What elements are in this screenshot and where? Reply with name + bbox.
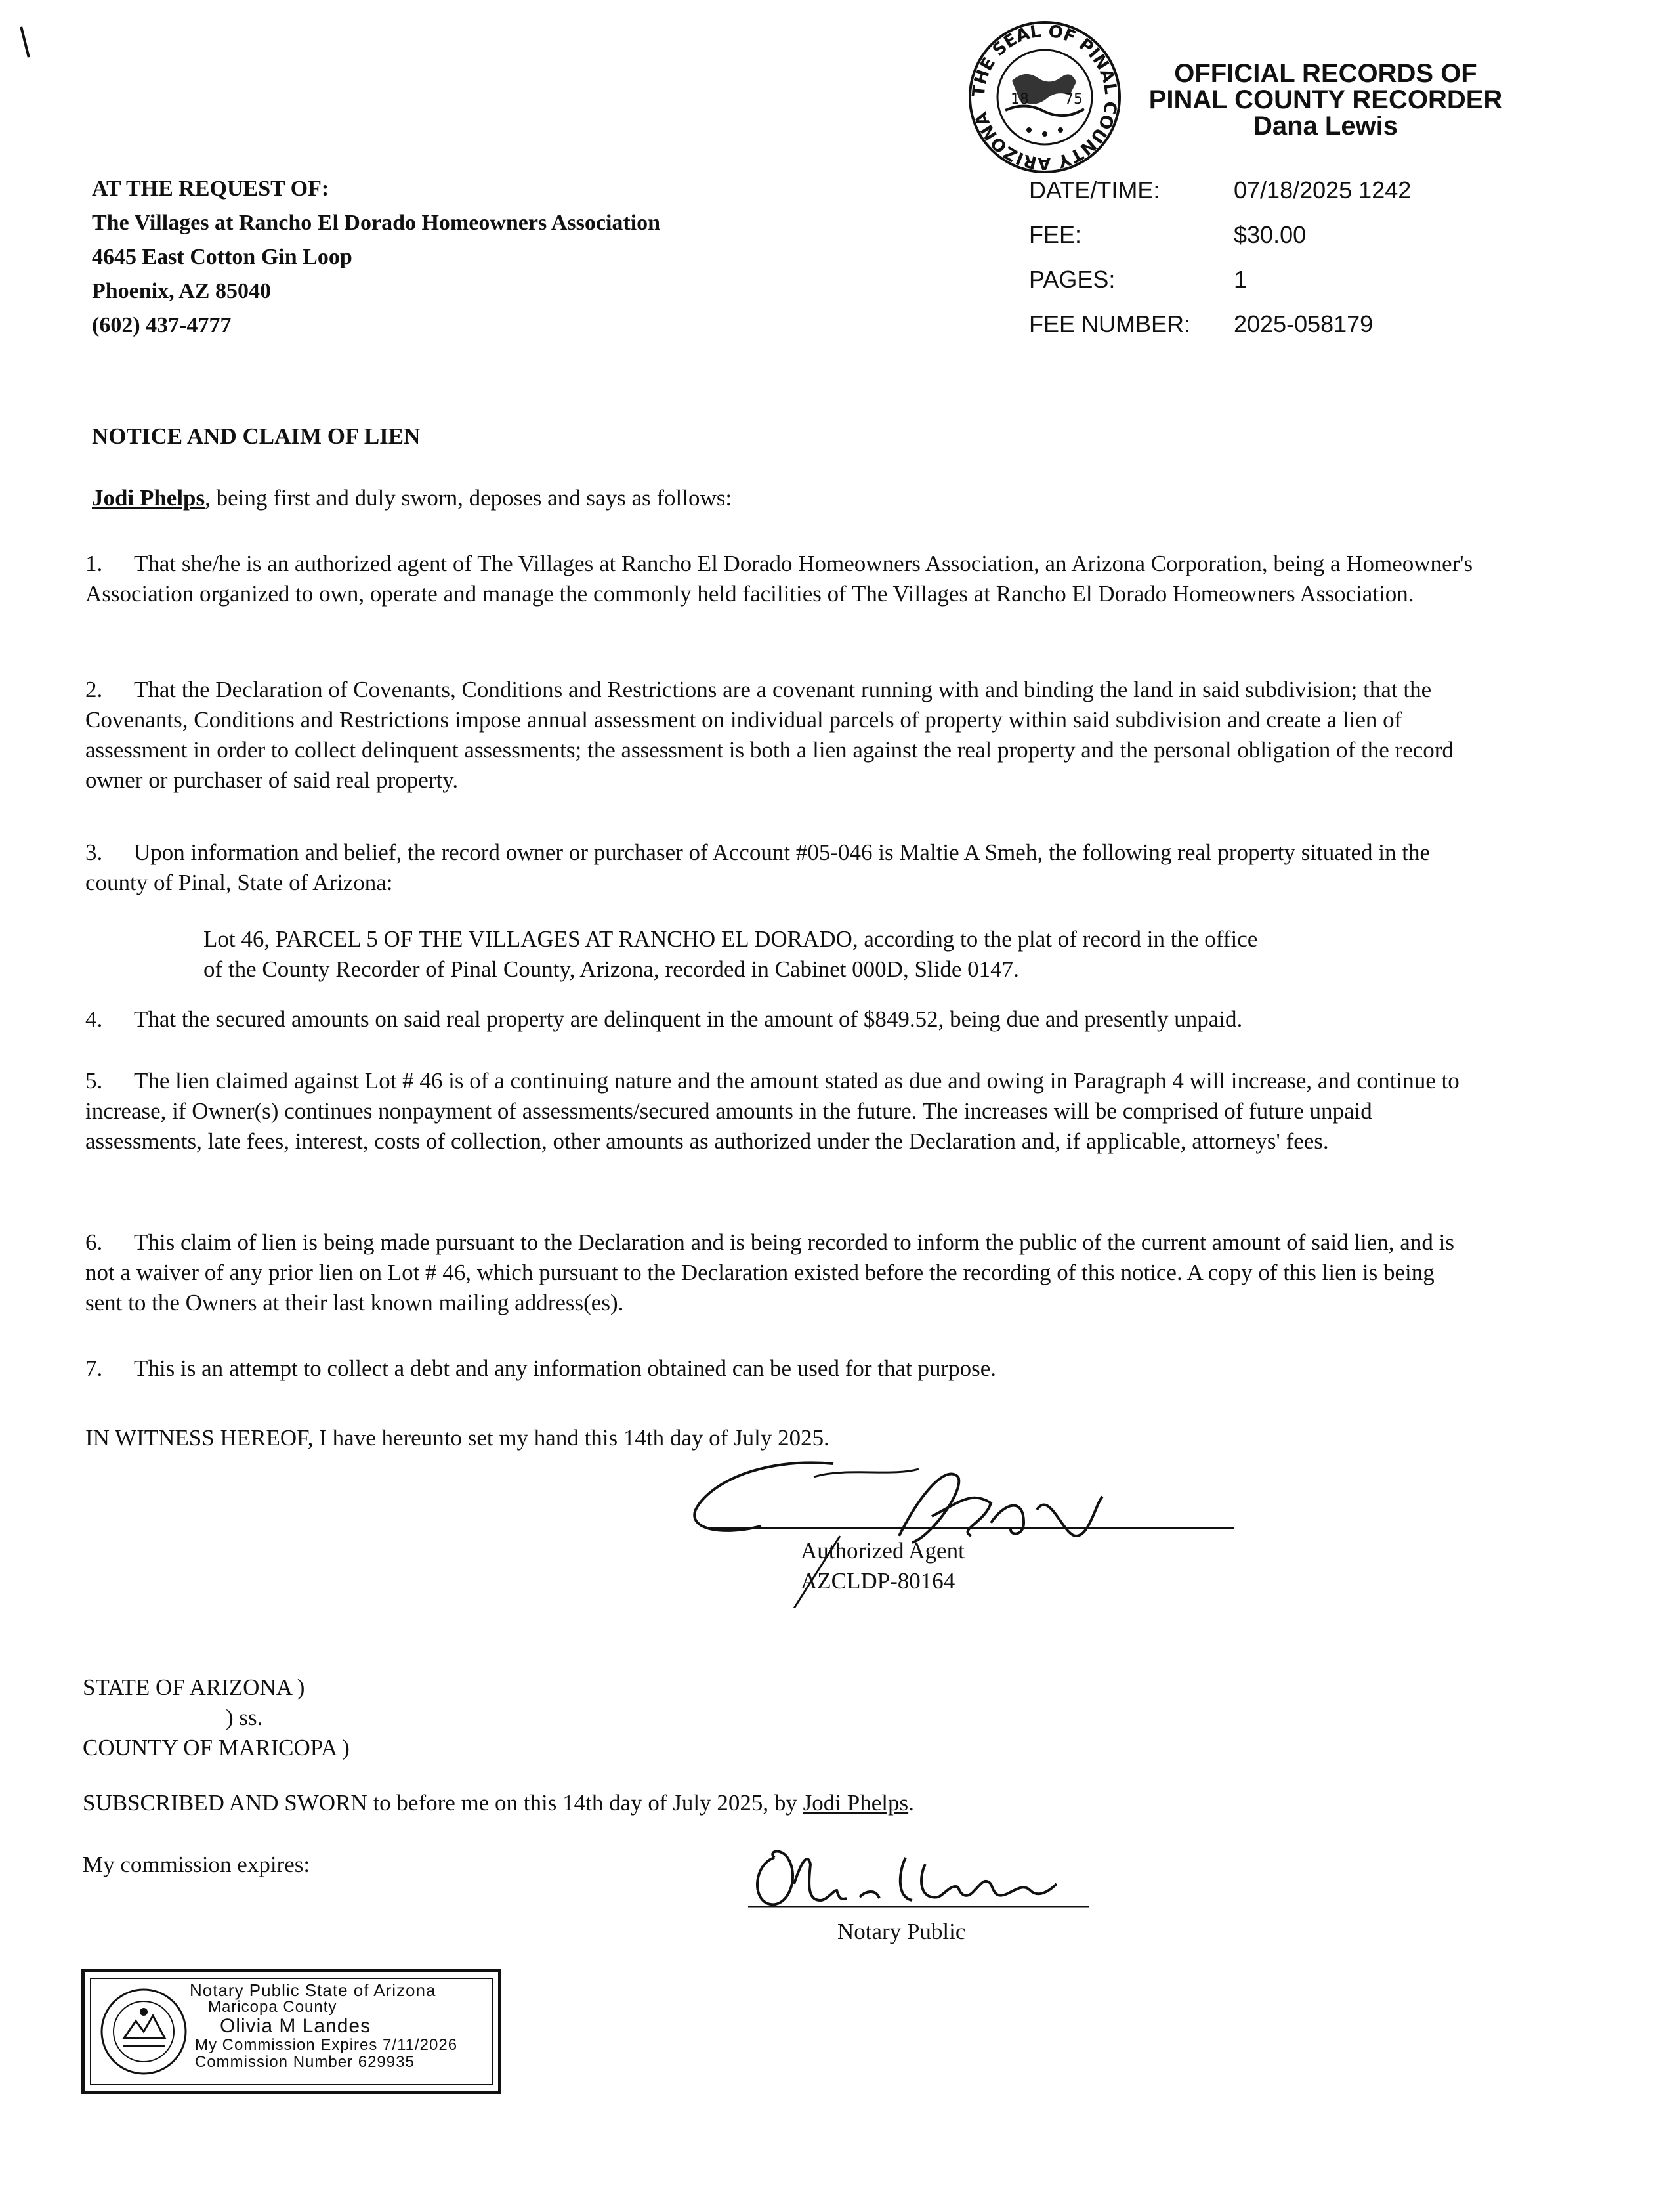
request-city: Phoenix, AZ 85040: [92, 279, 271, 303]
agent-title: Authorized Agent: [801, 1538, 965, 1564]
paragraph-text: Upon information and belief, the record owner or purchaser of Account #05-046 is Maltie A Smeh, the following real property situated in the county of Pinal, State of Arizona:: [85, 840, 1431, 895]
stamp-line-3: Olivia M Landes: [220, 2015, 371, 2037]
notary-signature: [748, 1838, 1102, 1923]
fee-value: $30.00: [1234, 221, 1307, 248]
legal-line-1: Lot 46, PARCEL 5 OF THE VILLAGES AT RANCHO EL DORADO, according to the plat of record in the office: [203, 926, 1258, 952]
stamp-line-4: My Commission Expires 7/11/2026: [195, 2036, 458, 2054]
paragraph-2: [85, 675, 1477, 796]
subscribed-name: Jodi Phelps: [803, 1790, 909, 1816]
fee-number-value: 2025-058179: [1234, 310, 1374, 337]
datetime-label: DATE/TIME:: [1029, 177, 1160, 203]
paragraph-number: 1.: [85, 551, 103, 576]
paragraph-text: The lien claimed against Lot # 46 is of a continuing nature and the amount stated as due and owing in Paragraph 4 will increase, and continue to increase, if Owner(s) continues nonpayment of assessments/secured amounts in the future. The increases will be comprised of future unpaid assessments, late fees, interest, costs of collection, other amounts as authorized under the Declaration and, if applicable, attorneys' fees.: [85, 1068, 1460, 1154]
subscribed-text: SUBSCRIBED AND SWORN to before me on this 14th day of July 2025, by: [83, 1790, 803, 1816]
legal-description: [203, 924, 1490, 985]
recording-row-datetime: [1029, 177, 1488, 222]
recording-info: [1029, 177, 1488, 356]
request-phone: (602) 437-4777: [92, 313, 232, 337]
paragraph-number: 7.: [85, 1355, 103, 1381]
stamp-line-2: Maricopa County: [208, 1998, 337, 2016]
agent-signature: [682, 1438, 1247, 1608]
venue-block: [83, 1673, 350, 1763]
scan-mark: [20, 26, 30, 58]
recorder-title: [1116, 60, 1536, 139]
pages-value: 1: [1234, 266, 1248, 293]
recording-row-pages: [1029, 266, 1488, 311]
fee-number-label: FEE NUMBER:: [1029, 310, 1191, 337]
request-block: [92, 172, 945, 343]
paragraph-number: 6.: [85, 1229, 103, 1255]
notary-title: Notary Public: [837, 1919, 966, 1944]
stamp-line-1: Notary Public State of Arizona: [190, 1980, 436, 2000]
notary-stamp: [81, 1969, 501, 2094]
request-street: 4645 East Cotton Gin Loop: [92, 245, 352, 269]
venue-state: STATE OF ARIZONA ): [83, 1674, 305, 1700]
arizona-seal-icon: [98, 1986, 190, 2078]
agent-block: [801, 1536, 965, 1596]
paragraph-text: This is an attempt to collect a debt and any information obtained can be used for that purpose.: [134, 1355, 997, 1381]
legal-line-2: of the County Recorder of Pinal County, Arizona, recorded in Cabinet 000D, Slide 0147.: [203, 956, 1019, 982]
paragraph-1: [85, 549, 1477, 609]
commission-label: My commission expires:: [83, 1852, 310, 1877]
county-seal-icon: [966, 18, 1124, 176]
recording-row-fee-number: [1029, 311, 1488, 356]
recorder-title-line1: OFFICIAL RECORDS OF: [1174, 59, 1477, 88]
paragraph-text: This claim of lien is being made pursuant to the Declaration and is being recorded to inform the public of the current amount of said lien, and is not a waiver of any prior lien on Lot # 46, which pursuant to the Declaration existed before the recording of this notice. A copy of this lien is being sent to the Owners at their last known mailing address(es).: [85, 1229, 1454, 1315]
witness-line: IN WITNESS HEREOF, I have hereunto set my hand this 14th day of July 2025.: [85, 1425, 830, 1451]
subscribed-line: [83, 1788, 1526, 1818]
pages-label: PAGES:: [1029, 266, 1116, 293]
paragraph-number: 5.: [85, 1068, 103, 1094]
recorder-title-line2: PINAL COUNTY RECORDER: [1148, 85, 1503, 114]
recording-row-fee: [1029, 222, 1488, 266]
paragraph-text: That she/he is an authorized agent of The Villages at Rancho El Dorado Homeowners Association, an Arizona Corporation, being a Homeowner's Association organized to own, operate and manage the commonly held facilities of The Villages at Rancho El Dorado Homeowners Association.: [85, 551, 1473, 607]
county-seal: [966, 18, 1124, 176]
affiant-name: Jodi Phelps: [92, 485, 205, 511]
paragraph-3: [85, 838, 1477, 898]
request-org: The Villages at Rancho El Dorado Homeowners Association: [92, 211, 661, 235]
notice-title: NOTICE AND CLAIM OF LIEN: [92, 423, 421, 449]
agent-id: AZCLDP-80164: [801, 1568, 956, 1594]
stamp-text: [190, 1982, 492, 2071]
paragraph-4: [85, 1004, 1477, 1034]
paragraph-number: 2.: [85, 677, 103, 702]
intro-rest: , being first and duly sworn, deposes and says as follows:: [205, 485, 732, 511]
paragraph-number: 3.: [85, 840, 103, 865]
subscribed-period: .: [908, 1790, 914, 1816]
paragraph-7: [85, 1353, 1477, 1384]
datetime-value: 07/18/2025 1242: [1234, 177, 1412, 203]
recorder-name: Dana Lewis: [1253, 112, 1398, 140]
intro-line: [92, 483, 1536, 513]
venue-county: COUNTY OF MARICOPA ): [83, 1735, 350, 1760]
fee-label: FEE:: [1029, 221, 1082, 248]
paragraph-6: [85, 1227, 1477, 1318]
paragraph-5: [85, 1066, 1477, 1157]
paragraph-number: 4.: [85, 1006, 103, 1032]
seal-year-left: 18: [1011, 91, 1029, 108]
paragraph-text: That the Declaration of Covenants, Conditions and Restrictions are a covenant running with and binding the land in said subdivision; that the Covenants, Conditions and Restrictions impose annual assessment on individual parcels of property within said subdivision and create a lien of assessment in order to collect delinquent assessments; the assessment is both a lien against the real property and the personal obligation of the record owner or purchaser of said real property.: [85, 677, 1454, 793]
venue-ss: ) ss.: [226, 1705, 263, 1730]
seal-year-right: 75: [1064, 91, 1083, 108]
paragraph-text: That the secured amounts on said real property are delinquent in the amount of $849.52, being due and presently unpaid.: [134, 1006, 1243, 1032]
request-heading: AT THE REQUEST OF:: [92, 177, 329, 201]
seal-text: THE SEAL OF PINAL COUNTY ARIZONA: [969, 21, 1121, 173]
stamp-line-5: Commission Number 629935: [195, 2053, 415, 2071]
